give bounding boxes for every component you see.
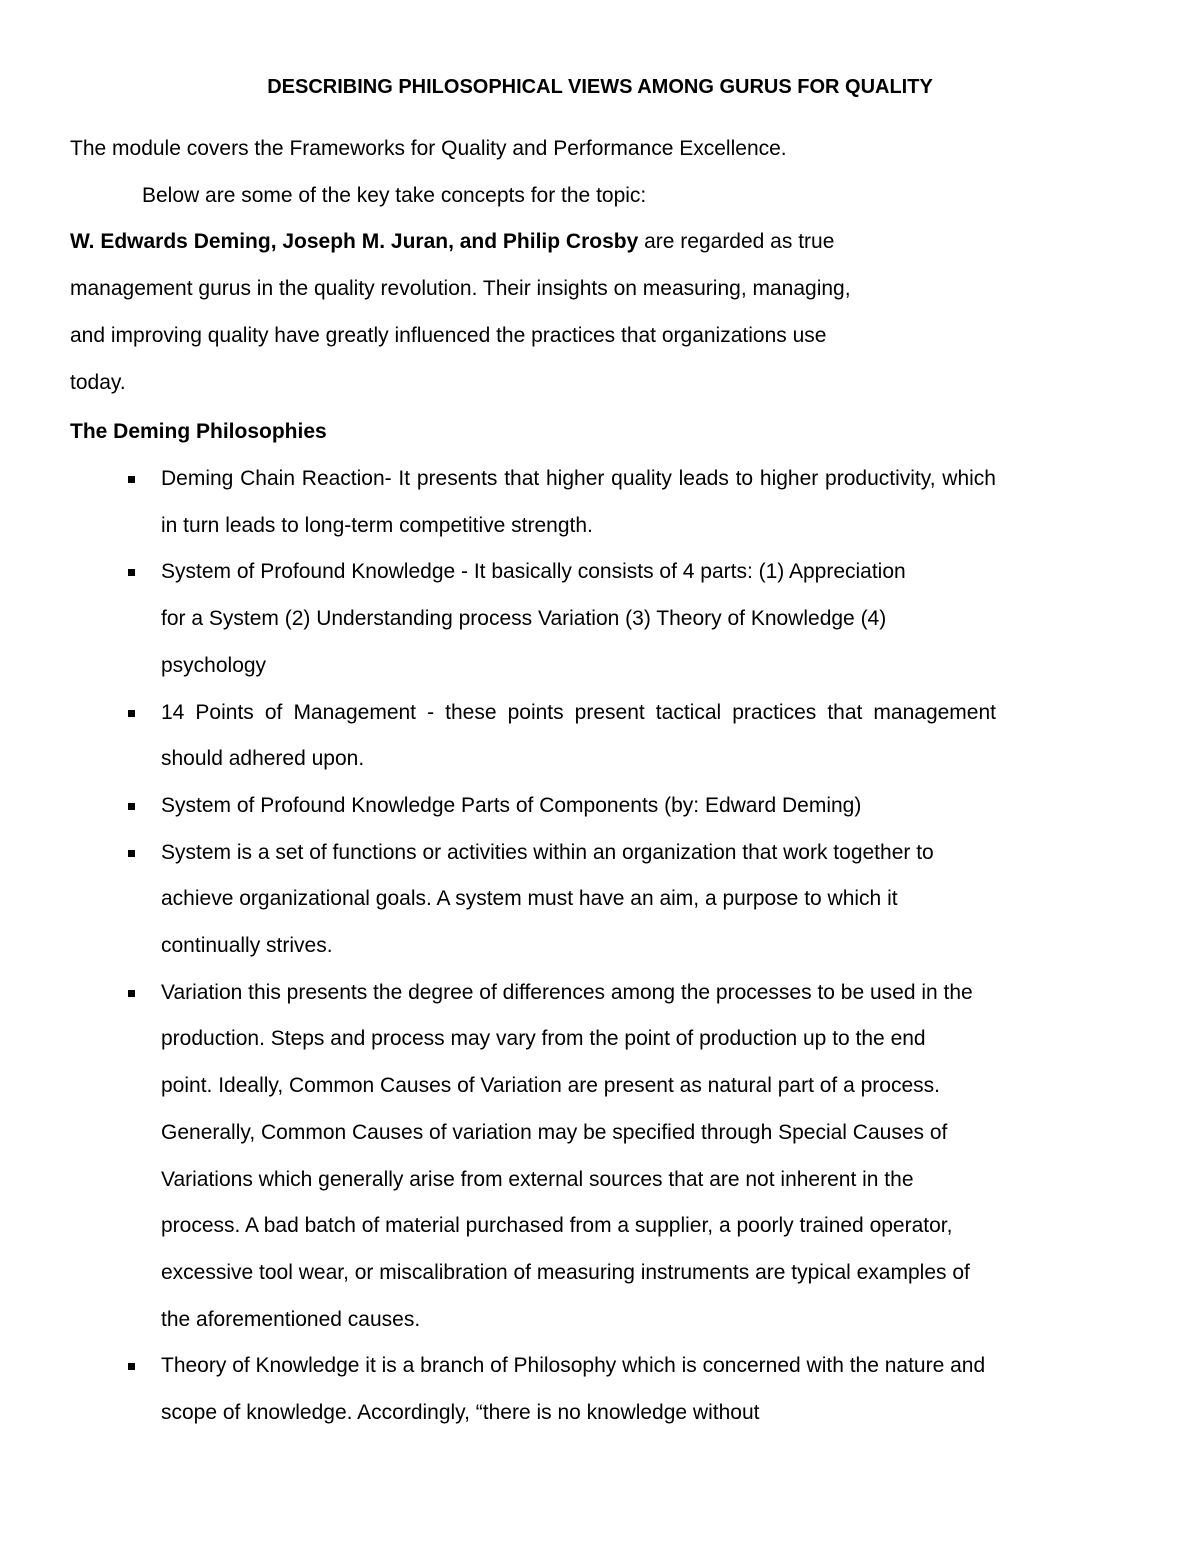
- square-bullet-icon: [128, 710, 135, 717]
- square-bullet-icon: [128, 569, 135, 576]
- bullet-text: 14 Points of Management - these points present tactical practices that management should adhered upon.: [161, 700, 996, 771]
- deming-bullet-list: [70, 456, 996, 1437]
- square-bullet-icon: [128, 850, 135, 857]
- intro-section: [70, 126, 996, 406]
- square-bullet-icon: [128, 990, 135, 997]
- bullet-text: Theory of Knowledge it is a branch of Philosophy which is concerned with the nature and scope of knowledge. Accordingly, “there is no knowledge without: [161, 1354, 986, 1425]
- section-heading: The Deming Philosophies: [70, 420, 327, 443]
- square-bullet-icon: [128, 476, 135, 483]
- bullet-text: System is a set of functions or activities within an organization that work together to achieve organizational goals. A system must have an aim, a purpose to which it continually strives.: [161, 840, 934, 958]
- list-item: [70, 783, 996, 830]
- bullet-text: System of Profound Knowledge - It basically consists of 4 parts: (1) Appreciation for a System (2) Understanding process Variation (3) Theory of Knowledge (4) psychology: [161, 560, 906, 677]
- intro-gurus-paragraph: [70, 219, 880, 406]
- square-bullet-icon: [128, 1363, 135, 1370]
- gurus-description: are regarded as true management gurus in the quality revolution. Their insights on measuring, managing, and improving quality have greatly influenced the practices that organizations use today.: [70, 230, 851, 394]
- list-item: [70, 549, 911, 689]
- bullet-text: Variation this presents the degree of differences among the processes to be used in the production. Steps and process may vary from the point of production up to the end point. Ideally, Common Causes of Variation are present as natural part of a process. Generally, Common Causes of variation may be specified through Special Causes of Variations which generally arise from external sources that are not inherent in the process. A bad batch of material purchased from a supplier, a poorly trained operator, excessive tool wear, or miscalibration of measuring instruments are typical examples of the aforementioned causes.: [161, 980, 973, 1331]
- square-bullet-icon: [128, 803, 135, 810]
- gurus-names: W. Edwards Deming, Joseph M. Juran, and Philip Crosby: [70, 230, 639, 254]
- list-item: [70, 830, 961, 970]
- bullet-text: Deming Chain Reaction- It presents that higher quality leads to higher productivity, which in turn leads to long-term competitive strength.: [161, 467, 996, 537]
- intro-line-concepts: Below are some of the key take concepts for the topic:: [142, 183, 647, 207]
- list-item: [70, 690, 996, 783]
- list-item: [70, 1343, 991, 1436]
- list-item: [70, 970, 976, 1344]
- list-item: [70, 456, 996, 549]
- document-title: DESCRIBING PHILOSOPHICAL VIEWS AMONG GURUS FOR QUALITY: [267, 76, 933, 98]
- bullet-text: System of Profound Knowledge Parts of Components (by: Edward Deming): [161, 793, 862, 817]
- intro-line-module: The module covers the Frameworks for Quality and Performance Excellence.: [70, 137, 787, 160]
